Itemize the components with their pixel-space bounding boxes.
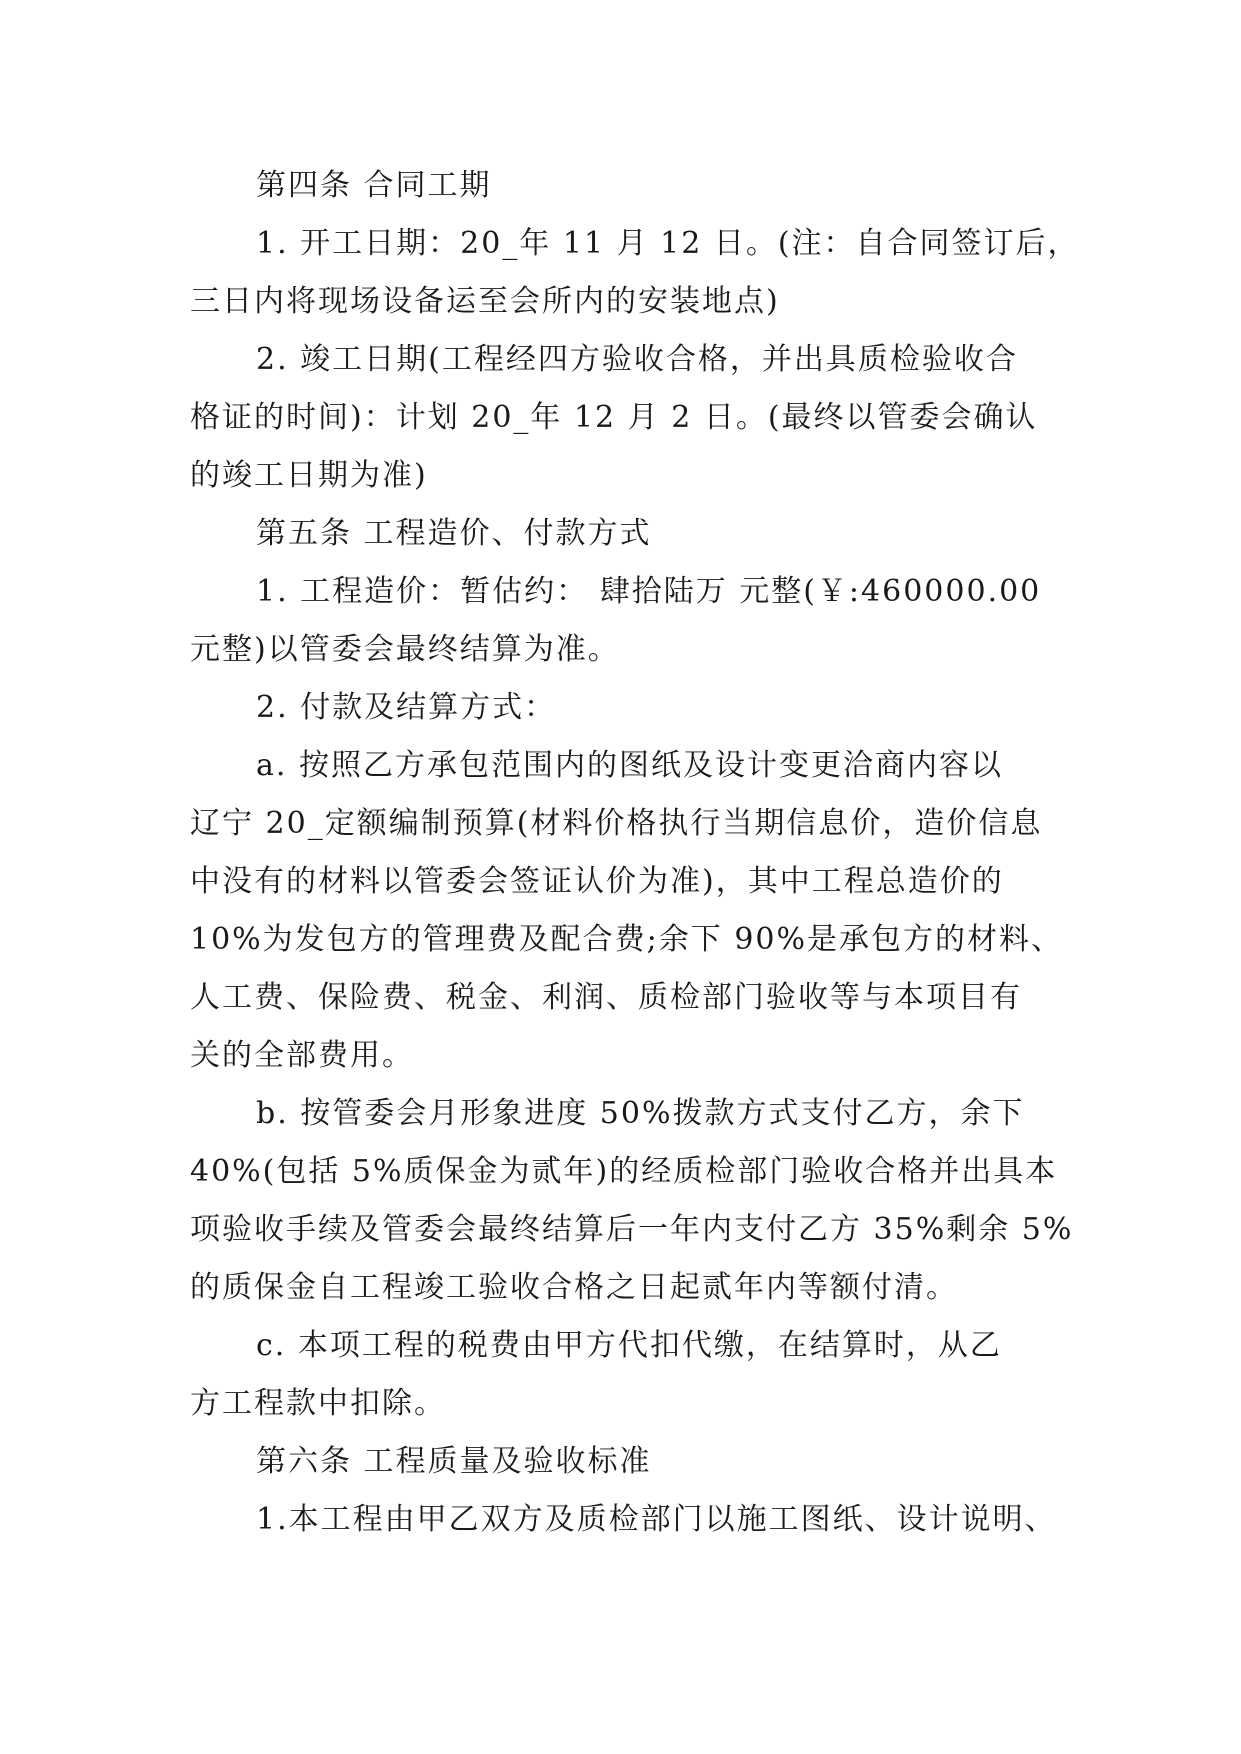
paragraph-line: 的竣工日期为准) [190,458,428,493]
heading-article-5: 第五条 工程造价、付款方式 [256,516,652,551]
paragraph-line: 2. 付款及结算方式： [256,690,557,725]
heading-article-6: 第六条 工程质量及验收标准 [256,1444,652,1479]
paragraph-line: 中没有的材料以管委会签证认价为准)，其中工程总造价的 [190,864,1004,899]
document-page [190,157,1080,1549]
paragraph-line: 2. 竣工日期(工程经四方验收合格，并出具质检验收合 [256,342,1018,377]
paragraph-line: 的质保金自工程竣工验收合格之日起贰年内等额付清。 [190,1270,958,1305]
paragraph-line: 格证的时间)：计划 20_年 12 月 2 日。(最终以管委会确认 [190,400,1038,435]
paragraph-line: 关的全部费用。 [190,1038,414,1073]
paragraph-line: 辽宁 20_定额编制预算(材料价格执行当期信息价，造价信息 [190,806,1043,841]
paragraph-line: 元整)以管委会最终结算为准。 [190,632,620,667]
paragraph-line: a. 按照乙方承包范围内的图纸及设计变更洽商内容以 [256,748,1003,783]
paragraph-line: c. 本项工程的税费由甲方代扣代缴，在结算时，从乙 [256,1328,1002,1363]
paragraph-line: 1. 开工日期：20_年 11 月 12 日。(注：自合同签订后， [256,226,1080,261]
paragraph-line: 项验收手续及管委会最终结算后一年内支付乙方 35%剩余 5% [190,1212,1074,1247]
paragraph-line: 三日内将现场设备运至会所内的安装地点) [190,284,780,319]
paragraph-line: 方工程款中扣除。 [190,1386,446,1421]
paragraph-line: 1. 工程造价：暂估约： 肆拾陆万 元整(￥:460000.00 [256,574,1042,609]
paragraph-line: 10%为发包方的管理费及配合费;余下 90%是承包方的材料、 [190,922,1064,957]
paragraph-line: 1.本工程由甲乙双方及质检部门以施工图纸、设计说明、 [256,1502,1057,1537]
heading-article-4: 第四条 合同工期 [256,168,492,203]
paragraph-line: b. 按管委会月形象进度 50%拨款方式支付乙方，余下 [256,1096,1025,1131]
paragraph-line: 40%(包括 5%质保金为贰年)的经质检部门验收合格并出具本 [190,1154,1058,1189]
paragraph-line: 人工费、保险费、税金、利润、质检部门验收等与本项目有 [190,980,1022,1015]
